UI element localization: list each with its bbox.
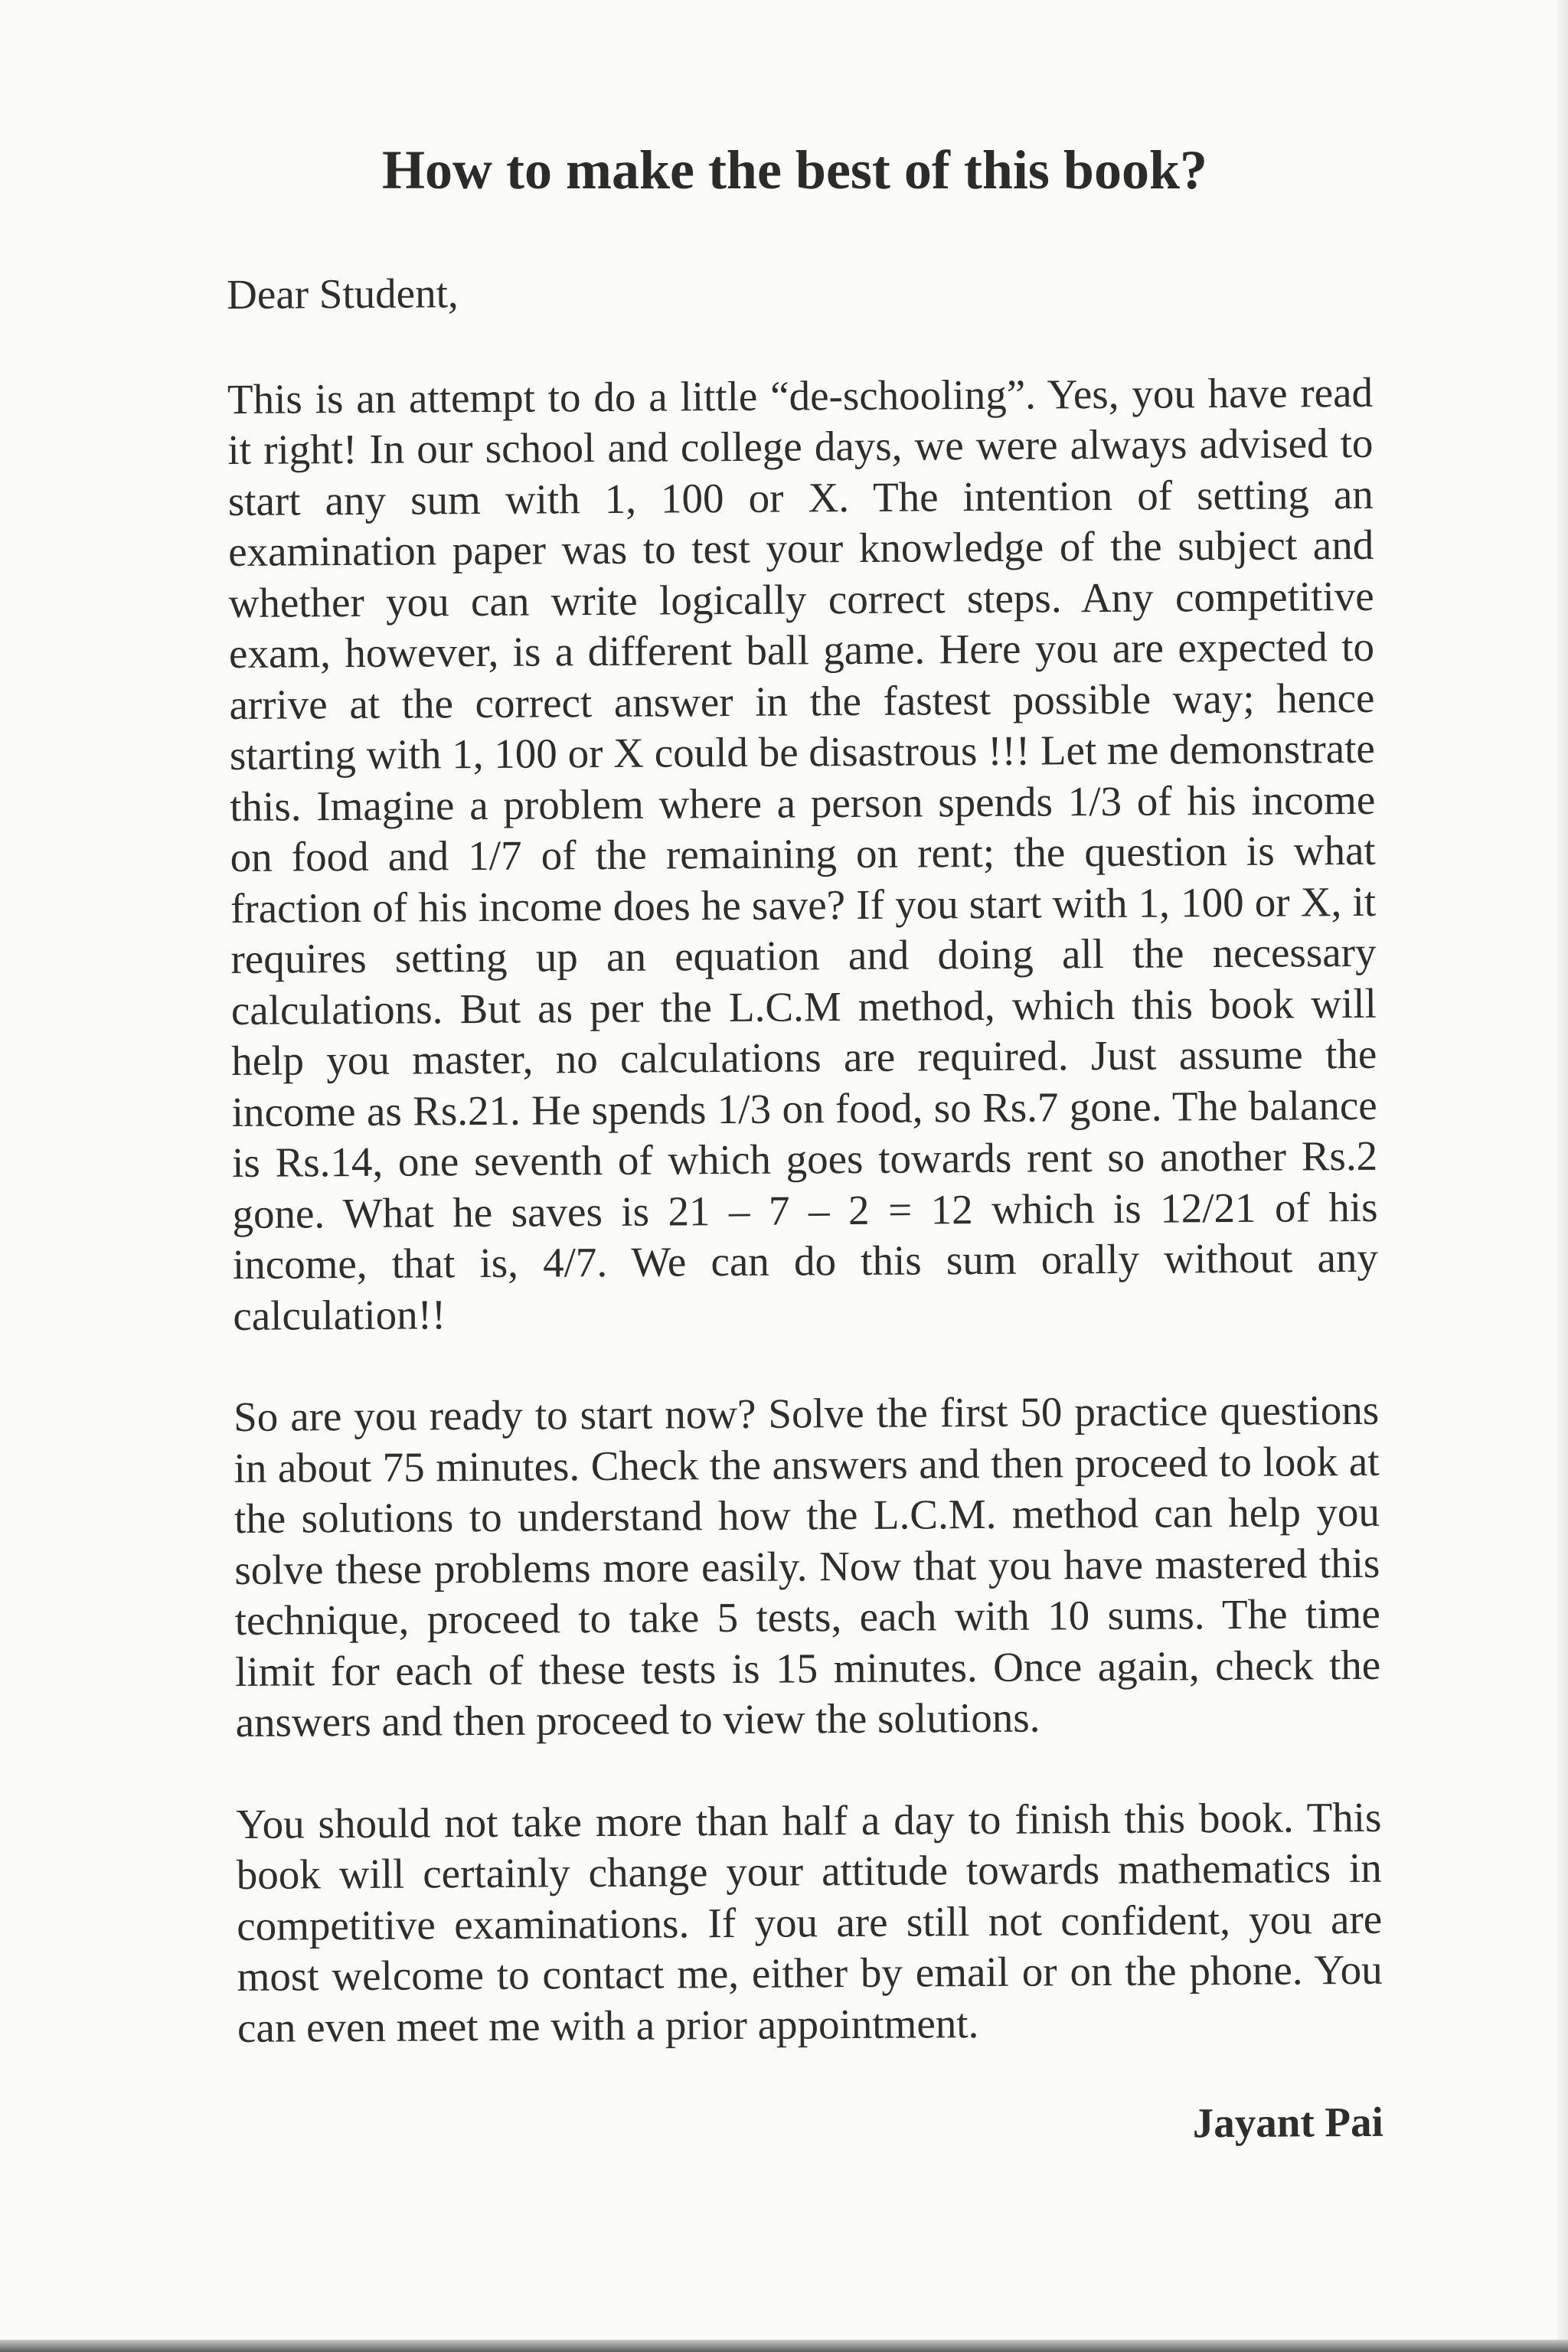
paragraph-intro: This is an attempt to do a little “de-schooling”. Yes, you have read it right! In our school and college days, we were always advised to start any sum with 1, 100 or X. The intention of setting an examination paper was to test your knowledge of the subject and whether you can write logically correct steps. Any competitive exam, however, is a different ball game. Here you are expected to arrive at the correct answer in the fastest possible way; hence starting with 1, 100 or X could be disastrous !!! Let me demonstrate this. Imagine a problem where a person spends 1/3 of his income on food and 1/7 of the remaining on rent; the question is what fraction of his income does he save? If you start with 1, 100 or X, it requires setting up an equation and doing all the necessary calculations. But as per the L.C.M method, which this book will help you master, no calculations are required. Just assume the income as Rs.21. He spends 1/3 on food, so Rs.7 gone. The balance is Rs.14, one seventh of which goes towards rent so another Rs.2 gone. What he saves is 21 – 7 – 2 = 12 which is 12/21 of his income, that is, 4/7. We can do this sum orally without any calculation!! — [227, 368, 1379, 1339]
page-edge-shadow — [1557, 0, 1568, 2352]
letter-body — [227, 263, 1383, 2155]
author-signature: Jayant Pai — [1192, 2098, 1383, 2147]
page-title: How to make the best of this book? — [381, 139, 1208, 201]
paragraph-practice: So are you ready to start now? Solve the first 50 practice questions in about 75 minutes. Check the answers and then proceed to look at the solutions to understand how the L.C.M. method can help you solve these problems more easily. Now that you have mastered this technique, proceed to take 5 tests, each with 10 sums. The time limit for each of these tests is 15 minutes. Once again, check the answers and then proceed to view the solutions. — [233, 1386, 1381, 1746]
page-bottom-edge — [0, 2340, 1568, 2352]
salutation: Dear Student, — [227, 270, 459, 318]
paragraph-closing: You should not take more than half a day to finish this book. This book will certainly change your attitude towards mathematics in competitive examinations. If you are still not confident, you are most welcome to contact me, either by email or on the phone. You can even meet me with a prior appointment. — [236, 1793, 1383, 2051]
